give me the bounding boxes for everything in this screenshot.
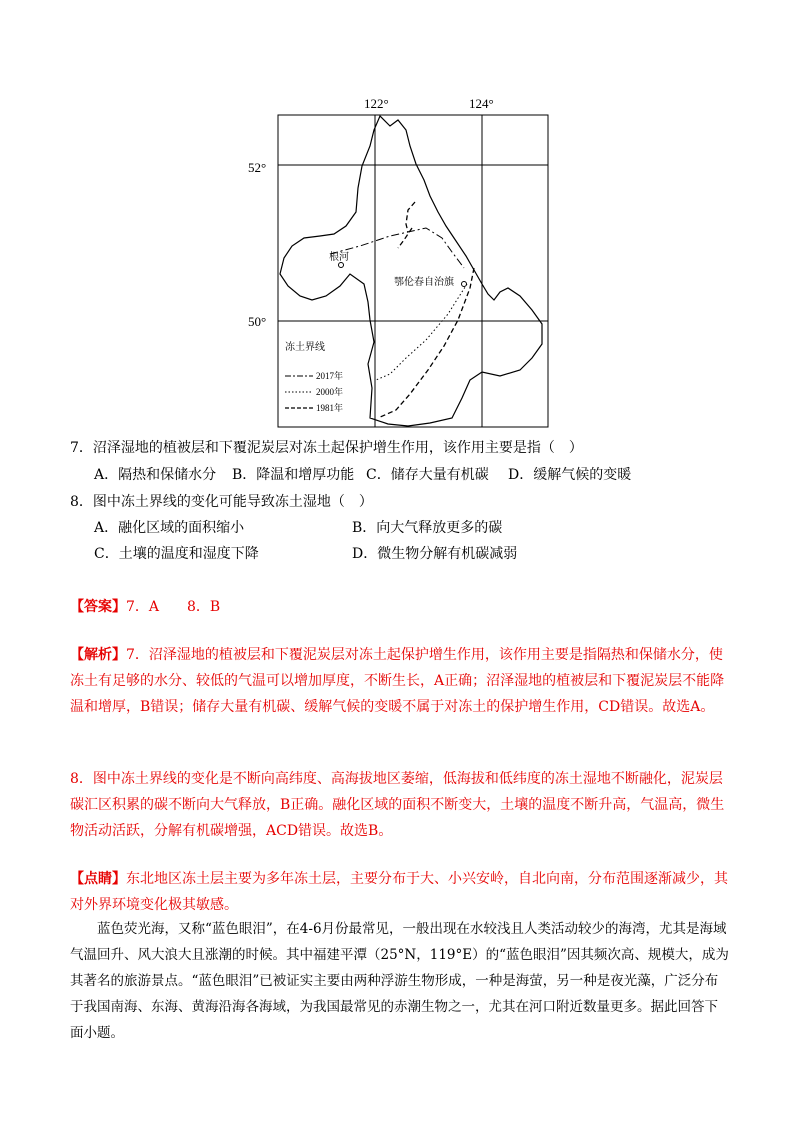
town-marker-elunchun (462, 282, 467, 287)
town-marker-genhe (339, 263, 344, 268)
question-7-option-b: B．降温和增厚功能 (232, 467, 355, 483)
tip-tag: 【点睛】 (70, 871, 126, 887)
answer-tag: 【答案】 (70, 599, 126, 615)
tip-text: 东北地区冻土层主要为多年冻土层，主要分布于大、小兴安岭，自北向南，分布范围逐渐减少，其对外界环境变化极其敏感。 (70, 871, 728, 913)
question-8-stem: 8．图中冻土界线的变化可能导致冻土湿地（ ） (70, 494, 373, 510)
question-8-option-b: B．向大气释放更多的碳 (352, 520, 503, 536)
place-label-elunchun: 鄂伦春自治旗 (394, 277, 454, 288)
analysis-tag: 【解析】 (70, 647, 126, 663)
reading-passage (70, 916, 730, 1046)
tip-block (70, 866, 730, 918)
place-label-genhe: 根河 (329, 252, 349, 263)
lon-label-122: 122° (364, 96, 389, 111)
question-8-option-d: D．微生物分解有机碳减弱 (352, 546, 518, 562)
lat-label-52: 52° (248, 160, 267, 175)
boundary-2000 (376, 284, 467, 380)
lat-label-50: 50° (248, 314, 267, 329)
legend-label-1981: 1981年 (316, 403, 344, 413)
boundary-2017 (330, 228, 464, 268)
question-7-option-c: C．储存大量有机碳 (366, 467, 489, 483)
question-7-option-d: D．缓解气候的变暖 (508, 467, 632, 483)
answer-text: 7．A 8．B (126, 599, 221, 615)
analysis-block-8 (70, 766, 730, 844)
question-8-option-c: C．土壤的温度和湿度下降 (94, 546, 259, 562)
permafrost-map (230, 88, 570, 433)
question-7-stem: 7．沼泽湿地的植被层和下覆泥炭层对冻土起保护增生作用，该作用主要是指（ ） (70, 440, 583, 456)
answer-block (70, 594, 730, 620)
question-8-option-a: A．融化区域的面积缩小 (94, 520, 245, 536)
passage-text: 蓝色荧光海，又称“蓝色眼泪”，在4-6月份最常见，一般出现在水较浅且人类活动较少的海湾，尤其是海域气温回升、风大浪大且涨潮的时候。其中福建平潭（25°N，119°E）的“蓝色眼泪”因其频次高、规模大，成为其著名的旅游景点。“蓝色眼泪”已被证实主要由两种浮游生物形成，一种是海萤，另一种是夜光藻，广泛分布于我国南海、东海、黄海沿海各海域，为我国最常见的赤潮生物之一，尤其在河口附近数量更多。据此回答下面小题。 (70, 921, 729, 1041)
legend-label-2017: 2017年 (316, 371, 344, 381)
analysis-block (70, 642, 730, 720)
legend-title: 冻土界线 (285, 342, 325, 353)
lon-label-124: 124° (469, 96, 494, 111)
analysis-paragraph-7: 7．沼泽湿地的植被层和下覆泥炭层对冻土起保护增生作用，该作用主要是指隔热和保储水分，使冻土有足够的水分、较低的气温可以增加厚度，不断生长，A正确；沼泽湿地的植被层和下覆泥炭层不能降温和增厚，B错误；储存大量有机碳、缓解气候的变暖不属于对冻土的保护增生作用，CD错误。故选A。 (70, 647, 725, 715)
question-7-option-a: A．隔热和保储水分 (94, 467, 217, 483)
analysis-paragraph-8: 8．图中冻土界线的变化是不断向高纬度、高海拔地区萎缩，低海拔和低纬度的冻土湿地不断融化，泥炭层碳汇区积累的碳不断向大气释放，B正确。融化区域的面积不断变大，土壤的温度不断升高，气温高，微生物活动活跃，分解有机碳增强，ACD错误。故选B。 (70, 771, 725, 839)
boundary-1981 (378, 202, 474, 418)
legend-label-2000: 2000年 (316, 387, 344, 397)
